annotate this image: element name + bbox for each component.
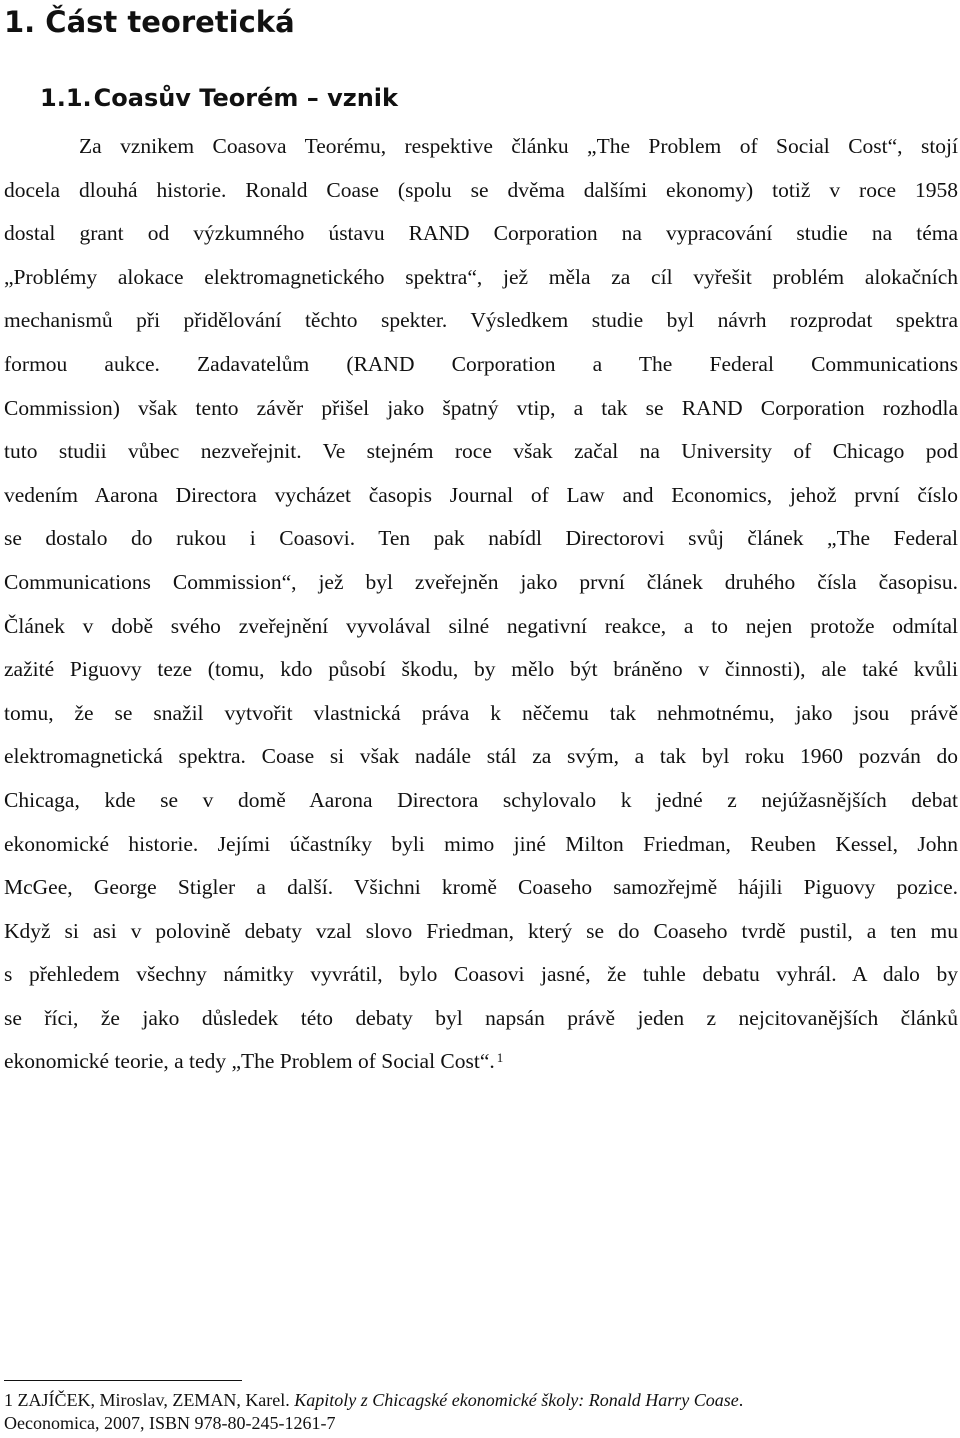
body-line: Článek v době svého zveřejnění vyvolával silné negativní reakce, a to nejen protože odmítal xyxy=(4,613,958,638)
body-line: formou aukce. Zadavatelům (RAND Corporation a The Federal Communications xyxy=(4,351,958,376)
footnote-publisher: Oeconomica, 2007, ISBN 978-80-245-1261-7 xyxy=(4,1413,336,1433)
body-line: dostal grant od výzkumného ústavu RAND Corporation na vypracování studie na téma xyxy=(4,221,958,246)
body-line: docela dlouhá historie. Ronald Coase (spolu se dvěma dalšími ekonomy) totiž v roce 1958 xyxy=(4,177,958,202)
section-number: 1.1. xyxy=(40,84,92,112)
body-line: s přehledem všechny námitky vyvrátil, bylo Coasovi jasné, že tuhle debatu vyhrál. A dalo by xyxy=(4,962,958,987)
footnote-title-end: . xyxy=(738,1390,744,1410)
footnote xyxy=(4,1389,954,1435)
section-heading xyxy=(40,80,398,116)
footnote-number: 1 xyxy=(4,1390,13,1410)
body-line: tuto studii vůbec nezveřejnit. Ve stejném roce však začal na University of Chicago pod xyxy=(4,439,958,464)
footnote-reference[interactable]: 1 xyxy=(496,1050,504,1066)
body-line: zažité Piguovy teze (tomu, kdo působí škodu, by mělo být bráněno v činnosti), ale také kvůli xyxy=(4,657,958,682)
section-title: Coasův Teorém – vznik xyxy=(93,84,398,112)
body-paragraph xyxy=(4,125,958,1084)
footnote-authors: ZAJÍČEK, Miroslav, ZEMAN, Karel. xyxy=(17,1390,290,1410)
body-line: Chicaga, kde se v domě Aarona Directora schylovalo k jedné z nejúžasnějších debat xyxy=(4,787,958,812)
footnote-line-1 xyxy=(4,1389,954,1412)
body-line: Za vznikem Coasova Teorému, respektive článku „The Problem of Social Cost“, stojí xyxy=(79,134,958,158)
body-line: tomu, že se snažil vytvořit vlastnická práva k něčemu tak nehmotnému, jako jsou právě xyxy=(4,700,958,725)
body-line: McGee, George Stigler a další. Všichni kromě Coaseho samozřejmě hájili Piguovy pozice. xyxy=(4,875,958,900)
body-line: vedením Aarona Directora vycházet časopis Journal of Law and Economics, jehož první číslo xyxy=(4,482,958,507)
footnote-title: Kapitoly z Chicagské ekonomické školy: Ronald Harry Coase xyxy=(294,1390,739,1410)
body-line: mechanismů při přidělování těchto spekter. Výsledkem studie byl návrh rozprodat spektra xyxy=(4,308,958,333)
body-line: Commission) však tento závěr přišel jako špatný vtip, a tak se RAND Corporation rozhodla xyxy=(4,395,958,420)
body-line-last xyxy=(4,1040,958,1084)
footnote-separator xyxy=(4,1380,242,1381)
body-line: elektromagnetická spektra. Coase si však nadále stál za svým, a tak byl roku 1960 pozván do xyxy=(4,744,958,769)
body-line: Když si asi v polovině debaty vzal slovo Friedman, který se do Coaseho tvrdě pustil, a ten mu xyxy=(4,918,958,943)
body-line: se říci, že jako důsledek této debaty byl napsán právě jeden z nejcitovanějších článků xyxy=(4,1005,958,1030)
body-line-text: ekonomické teorie, a tedy „The Problem of Social Cost“. xyxy=(4,1049,495,1074)
body-line: ekonomické historie. Jejími účastníky byli mimo jiné Milton Friedman, Reuben Kessel, John xyxy=(4,831,958,856)
chapter-heading: 1. Část teoretická xyxy=(4,5,295,39)
body-line: Communications Commission“, jež byl zveřejněn jako první článek druhého čísla časopisu. xyxy=(4,569,958,594)
body-line: se dostalo do rukou i Coasovi. Ten pak nabídl Directorovi svůj článek „The Federal xyxy=(4,526,958,551)
body-line: „Problémy alokace elektromagnetického spektra“, jež měla za cíl vyřešit problém alokačních xyxy=(4,264,958,289)
